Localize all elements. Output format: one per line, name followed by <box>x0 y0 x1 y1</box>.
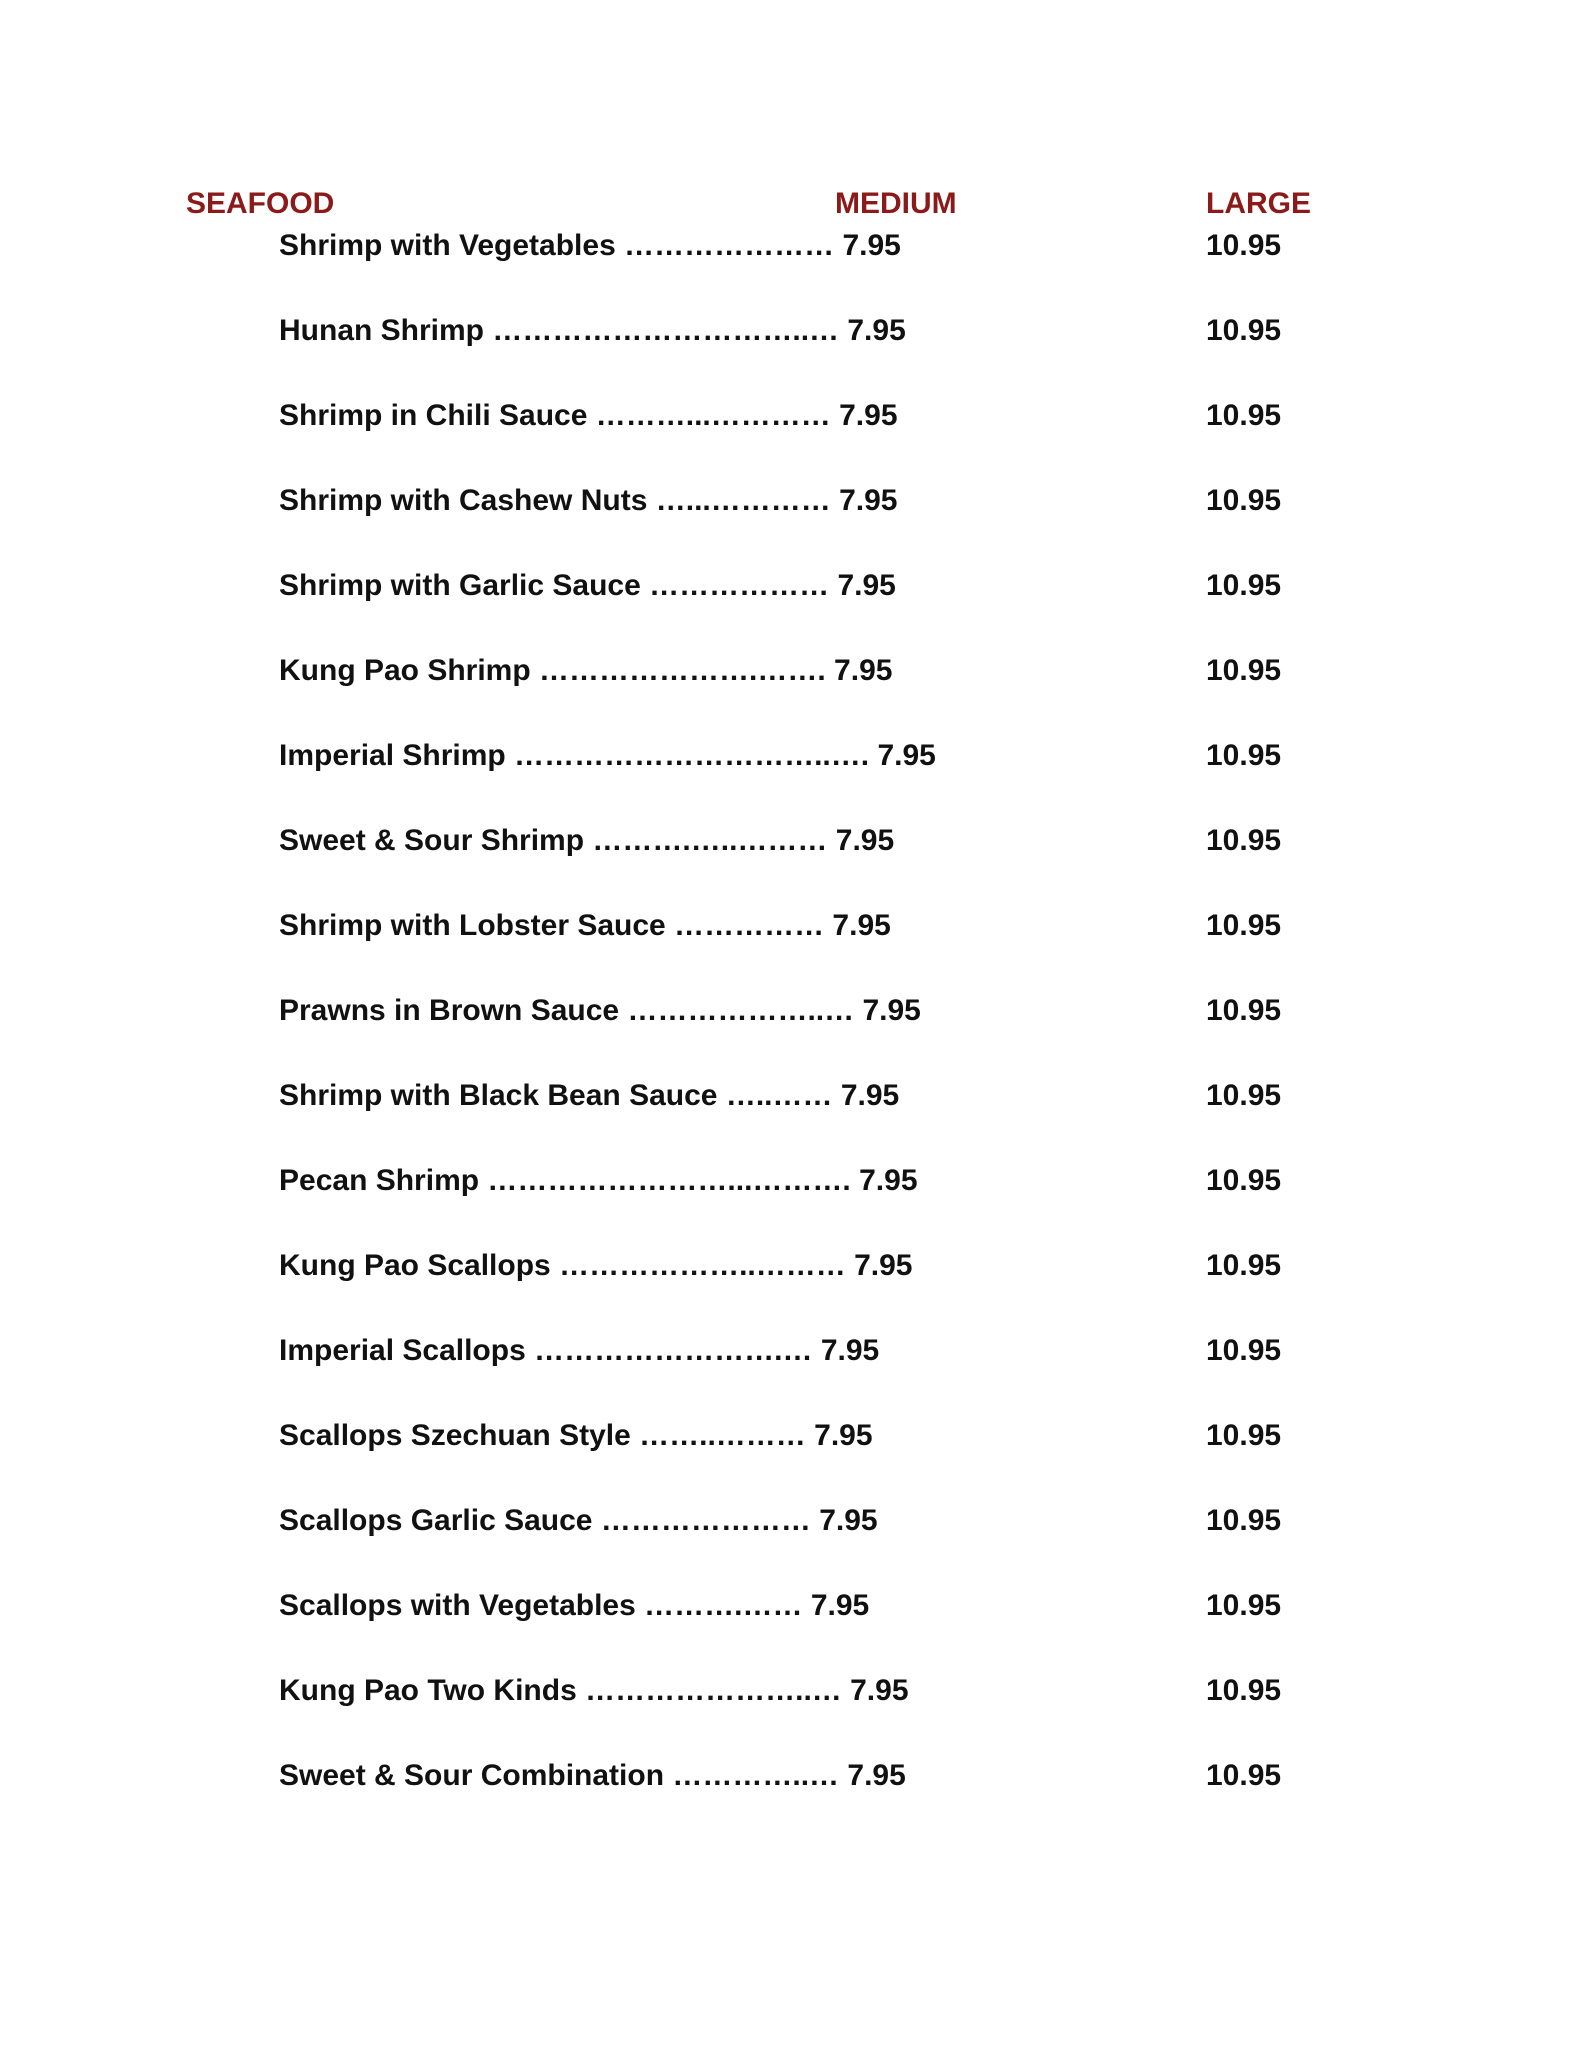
menu-item-line <box>279 906 891 946</box>
menu-item-name: Scallops with Vegetables <box>279 1589 636 1622</box>
menu-item-row <box>0 1756 1582 1796</box>
menu-item-row <box>0 311 1582 351</box>
menu-item-name: Shrimp with Black Bean Sauce <box>279 1079 718 1112</box>
menu-item-name: Shrimp with Lobster Sauce <box>279 909 666 942</box>
menu-item-row <box>0 396 1582 436</box>
dot-leader: ………………….……. <box>539 654 826 687</box>
menu-item-name: Shrimp with Vegetables <box>279 229 616 262</box>
menu-item-row <box>0 1331 1582 1371</box>
menu-item-line <box>279 991 921 1031</box>
dot-leader: …………………………..… <box>492 314 840 347</box>
menu-item-name: Shrimp with Cashew Nuts <box>279 484 648 517</box>
column-header-medium: MEDIUM <box>835 187 957 220</box>
menu-item-line <box>279 481 897 521</box>
dot-leader: …………… <box>674 909 825 942</box>
price-large: 10.95 <box>1206 1674 1282 1707</box>
dot-leader: ………………… <box>600 1504 811 1537</box>
dot-leader: …………………..… <box>585 1674 842 1707</box>
dot-leader: ………………..……… <box>559 1249 846 1282</box>
price-medium: 7.95 <box>835 824 895 857</box>
price-large: 10.95 <box>1206 1589 1282 1622</box>
menu-item-row <box>0 1586 1582 1626</box>
price-medium: 7.95 <box>842 229 901 262</box>
price-large: 10.95 <box>1206 1334 1282 1367</box>
price-medium: 7.95 <box>820 1334 880 1367</box>
menu-item-name: Kung Pao Two Kinds <box>279 1674 577 1707</box>
menu-item-name: Sweet & Sour Shrimp <box>279 824 585 857</box>
menu-item-line <box>279 821 894 861</box>
dot-leader: …..…… <box>725 1079 833 1112</box>
menu-item-line <box>279 1586 869 1626</box>
menu-item-line <box>279 651 892 691</box>
dot-leader: …...………… <box>655 484 831 517</box>
menu-item-name: Scallops Szechuan Style <box>279 1419 631 1452</box>
price-medium: 7.95 <box>847 1759 906 1792</box>
menu-item-row <box>0 906 1582 946</box>
menu-item-name: Kung Pao Shrimp <box>279 654 531 687</box>
price-large: 10.95 <box>1206 229 1282 262</box>
price-medium: 7.95 <box>810 1589 870 1622</box>
price-medium: 7.95 <box>847 314 906 347</box>
menu-item-line <box>279 226 901 266</box>
price-medium: 7.95 <box>854 1249 913 1282</box>
menu-item-name: Shrimp in Chili Sauce <box>279 399 588 432</box>
menu-item-row <box>0 736 1582 776</box>
price-large: 10.95 <box>1206 569 1282 602</box>
dot-leader: ……….…… <box>644 1589 803 1622</box>
dot-leader: …………………….… <box>534 1334 813 1367</box>
price-large: 10.95 <box>1206 1079 1282 1112</box>
dot-leader: ……………………...………. <box>487 1164 851 1197</box>
section-title: SEAFOOD <box>186 187 335 220</box>
price-large: 10.95 <box>1206 824 1282 857</box>
price-large: 10.95 <box>1206 1164 1282 1197</box>
menu-item-row <box>0 1416 1582 1456</box>
dot-leader: ………………..… <box>627 994 855 1027</box>
price-large: 10.95 <box>1206 484 1282 517</box>
menu-item-line <box>279 1246 912 1286</box>
menu-item-line <box>279 1416 873 1456</box>
menu-item-row <box>0 1161 1582 1201</box>
dot-leader: ……….…..……… <box>592 824 828 857</box>
column-header-large: LARGE <box>1206 187 1311 220</box>
price-large: 10.95 <box>1206 1249 1282 1282</box>
menu-item-line <box>279 736 936 776</box>
menu-item-row <box>0 1246 1582 1286</box>
price-medium: 7.95 <box>877 739 936 772</box>
menu-item-line <box>279 1501 878 1541</box>
dot-leader: ………...………… <box>595 399 831 432</box>
menu-item-line <box>279 566 896 606</box>
menu-item-row <box>0 566 1582 606</box>
price-large: 10.95 <box>1206 739 1282 772</box>
price-large: 10.95 <box>1206 314 1282 347</box>
dot-leader: ……..……… <box>639 1419 806 1452</box>
menu-item-line <box>279 311 906 351</box>
menu-item-name: Pecan Shrimp <box>279 1164 480 1197</box>
dot-leader: …………..… <box>672 1759 840 1792</box>
price-medium: 7.95 <box>839 399 898 432</box>
price-medium: 7.95 <box>859 1164 918 1197</box>
menu-item-line <box>279 1756 906 1796</box>
menu-item-name: Scallops Garlic Sauce <box>279 1504 593 1537</box>
price-large: 10.95 <box>1206 994 1282 1027</box>
menu-item-name: Kung Pao Scallops <box>279 1249 551 1282</box>
price-large: 10.95 <box>1206 1419 1282 1452</box>
dot-leader: ……………… <box>649 569 830 602</box>
price-large: 10.95 <box>1206 1759 1282 1792</box>
price-medium: 7.95 <box>862 994 921 1027</box>
price-medium: 7.95 <box>834 654 893 687</box>
menu-item-row <box>0 1076 1582 1116</box>
menu-item-row <box>0 481 1582 521</box>
price-medium: 7.95 <box>819 1504 878 1537</box>
menu-item-name: Prawns in Brown Sauce <box>279 994 620 1027</box>
menu-item-name: Imperial Scallops <box>279 1334 526 1367</box>
menu-item-line <box>279 1076 899 1116</box>
menu-item-line <box>279 1161 918 1201</box>
price-medium: 7.95 <box>839 484 898 517</box>
menu-item-line <box>279 1331 879 1371</box>
menu-item-name: Imperial Shrimp <box>279 739 506 772</box>
menu-item-row <box>0 991 1582 1031</box>
price-medium: 7.95 <box>840 1079 900 1112</box>
dot-leader: ………………… <box>624 229 835 262</box>
price-large: 10.95 <box>1206 399 1282 432</box>
price-medium: 7.95 <box>814 1419 873 1452</box>
menu-item-name: Sweet & Sour Combination <box>279 1759 665 1792</box>
menu-item-name: Shrimp with Garlic Sauce <box>279 569 641 602</box>
menu-item-row <box>0 1671 1582 1711</box>
price-medium: 7.95 <box>837 569 896 602</box>
menu-item-line <box>279 396 898 436</box>
menu-item-row <box>0 821 1582 861</box>
price-medium: 7.95 <box>832 909 891 942</box>
menu-item-line <box>279 1671 909 1711</box>
menu-item-row <box>0 651 1582 691</box>
menu-item-name: Hunan Shrimp <box>279 314 485 347</box>
menu-item-row <box>0 226 1582 266</box>
dot-leader: …………………………..…. <box>514 739 870 772</box>
menu-item-row <box>0 1501 1582 1541</box>
price-large: 10.95 <box>1206 909 1282 942</box>
price-medium: 7.95 <box>850 1674 909 1707</box>
price-large: 10.95 <box>1206 1504 1282 1537</box>
price-large: 10.95 <box>1206 654 1282 687</box>
